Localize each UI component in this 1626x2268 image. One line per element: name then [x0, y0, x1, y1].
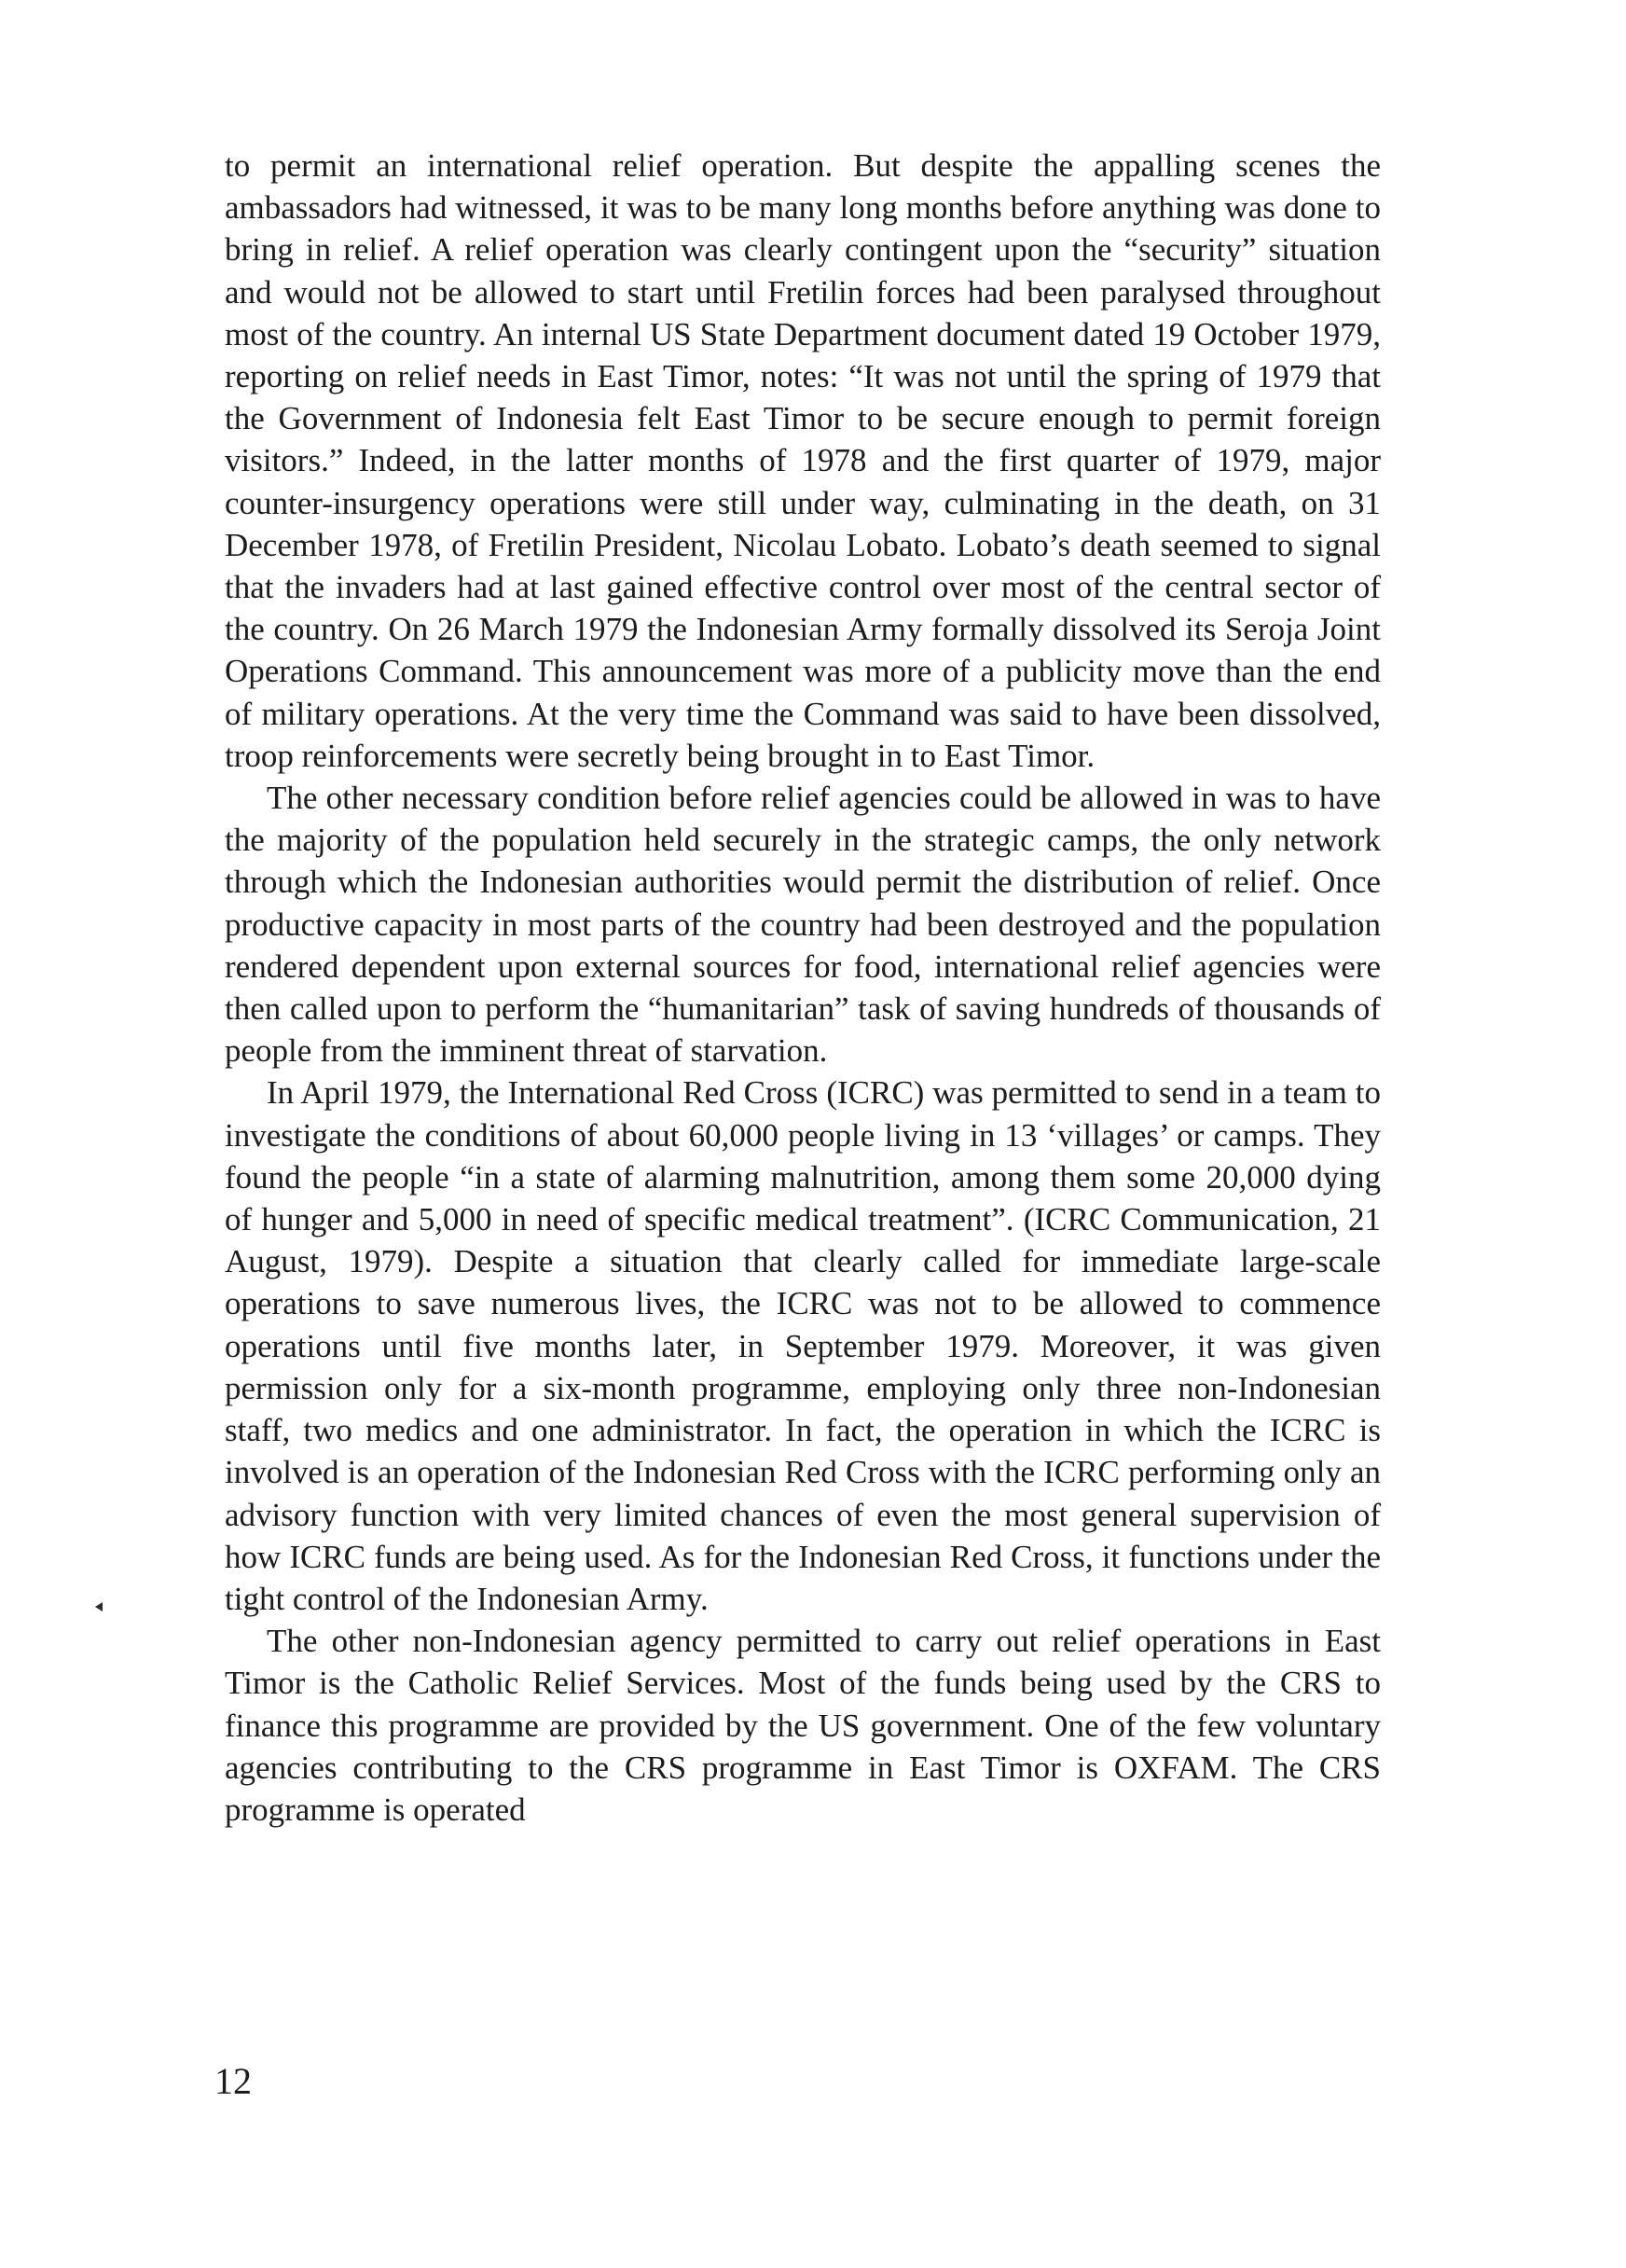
paragraph-1: to permit an international relief operation. But despite the appalling scenes the ambassadors had witnessed, it was to be many long months before anything was done to bring in relief. A relief operation was clearly contingent upon the “security” situation and would not be allowed to start until Fretilin forces had been paralysed throughout most of the country. An internal US State Department document dated 19 October 1979, reporting on relief needs in East Timor, notes: “It was not until the spring of 1979 that the Government of Indonesia felt East Timor to be secure enough to permit foreign visitors.” Indeed, in the latter months of 1978 and the first quarter of 1979, major counter-insurgency operations were still under way, culminating in the death, on 31 December 1978, of Fretilin President, Nicolau Lobato. Lobato’s death seemed to signal that the invaders had at last gained effective control over most of the central sector of the country. On 26 March 1979 the Indonesian Army formally dissolved its Seroja Joint Operations Command. This announcement was more of a publicity move than the end of military operations. At the very time the Command was said to have been dissolved, troop reinforcements were secretly being brought in to East Timor.	[225, 147, 1381, 774]
page-body	[225, 145, 1381, 1831]
page-number: 12	[214, 2060, 252, 2102]
margin-mark-icon	[95, 1602, 103, 1611]
paragraph-3: In April 1979, the International Red Cross (ICRC) was permitted to send in a team to investigate the conditions of about 60,000 people living in 13 ‘villages’ or camps. They found the people “in a state of alarming malnutrition, among them some 20,000 dying of hunger and 5,000 in need of specific medical treatment”. (ICRC Communication, 21 August, 1979). Despite a situation that clearly called for immediate large-scale operations to save numerous lives, the ICRC was not to be allowed to commence operations until five months later, in September 1979. Moreover, it was given permission only for a six-month programme, employing only three non-Indonesian staff, two medics and one administrator. In fact, the operation in which the ICRC is involved is an operation of the Indonesian Red Cross with the ICRC performing only an advisory function with very limited chances of even the most general supervision of how ICRC funds are being used. As for the Indonesian Red Cross, it functions under the tight control of the Indonesian Army.	[225, 1074, 1381, 1617]
paragraph-4: The other non-Indonesian agency permitted to carry out relief operations in East Timor is the Catholic Relief Services. Most of the funds being used by the CRS to finance this programme are provided by the US government. One of the few voluntary agencies contributing to the CRS programme in East Timor is OXFAM. The CRS programme is operated	[225, 1623, 1381, 1828]
paragraph-2: The other necessary condition before relief agencies could be allowed in was to have the majority of the population held securely in the strategic camps, the only network through which the Indonesian authorities would permit the distribution of relief. Once productive capacity in most parts of the country had been destroyed and the population rendered dependent upon external sources for food, international relief agencies were then called upon to perform the “humanitarian” task of saving hundreds of thousands of people from the imminent threat of starvation.	[225, 780, 1381, 1070]
